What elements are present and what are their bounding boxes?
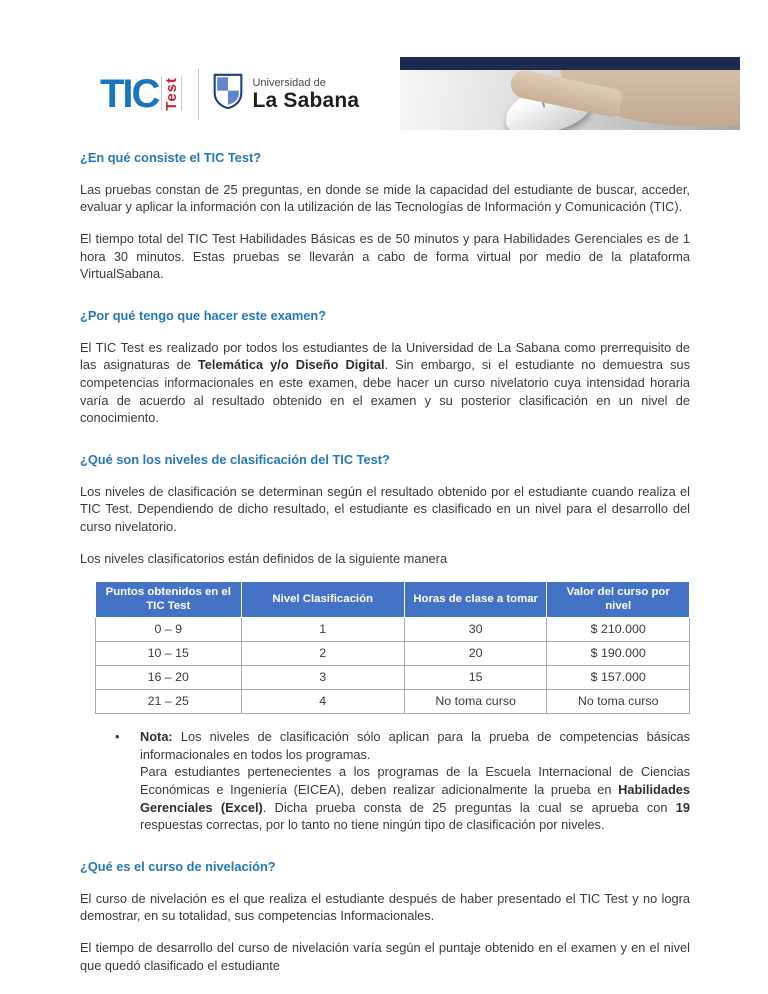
logo-tic-text: TIC bbox=[100, 71, 159, 116]
paragraph-niveles-definidos: Los niveles clasificatorios están definidos de la siguiente manera bbox=[80, 550, 448, 566]
university-name-large: La Sabana bbox=[252, 88, 360, 112]
note-label: Nota: bbox=[140, 729, 173, 745]
note-body bbox=[140, 728, 690, 834]
table-cell: 10 – 15 bbox=[96, 641, 242, 665]
table-header-valor: Valor del curso por nivel bbox=[547, 582, 690, 618]
paragraph-prerrequisito-text-2: . Sin embargo, si el estudiante no demuestra sus competencias informacionales en este examen, debe hacer un curso nivelatorio cuya intensidad horaria varía de acuerdo al resultado obtenido en el examen y su posterior clasificación en un nivel de conocimiento. bbox=[80, 357, 690, 426]
table-cell: 3 bbox=[241, 665, 404, 689]
bold-habilidades-gerenciales: Habilidades Gerenciales (Excel) bbox=[140, 782, 690, 815]
table-cell: 20 bbox=[404, 641, 547, 665]
table-row bbox=[96, 617, 690, 641]
note-text-2c: respuestas correctas, por lo tanto no tiene ningún tipo de clasificación por niveles. bbox=[140, 817, 605, 833]
tic-test-brand bbox=[100, 57, 359, 130]
table-cell: 30 bbox=[404, 617, 547, 641]
bold-19: 19 bbox=[675, 799, 690, 815]
logo-test-text: Test bbox=[163, 76, 181, 111]
tic-test-logo bbox=[100, 71, 182, 116]
classification-table bbox=[95, 581, 690, 714]
table-cell: 0 – 9 bbox=[96, 617, 242, 641]
table-cell: 16 – 20 bbox=[96, 665, 242, 689]
table-cell: $ 210.000 bbox=[547, 617, 690, 641]
table-cell: 21 – 25 bbox=[96, 689, 242, 713]
note-paragraph-1 bbox=[140, 728, 690, 763]
bullet-icon: • bbox=[115, 729, 120, 745]
university-shield-icon bbox=[213, 73, 243, 115]
table-cell: 2 bbox=[241, 641, 404, 665]
heading-que-consiste: ¿En qué consiste el TIC Test? bbox=[80, 150, 262, 165]
heading-por-que-examen: ¿Por qué tengo que hacer este examen? bbox=[80, 307, 327, 323]
university-wordmark bbox=[252, 77, 359, 111]
paragraph-niveles-determinan: Los niveles de clasificación se determinan según el resultado obtenido por el estudiante cuando realiza el TIC Test. Dependiendo de dicho resultado, el estudiante es clasificado en un nivel para el desarrollo del curso nivelatorio. bbox=[80, 483, 690, 534]
table-row bbox=[96, 689, 690, 713]
banner-photo bbox=[400, 70, 740, 130]
heading-curso-nivelacion: ¿Qué es el curso de nivelación? bbox=[80, 859, 276, 875]
paragraph-curso-nivelacion: El curso de nivelación es el que realiza el estudiante después de haber presentado el TIC Test y no logra demostrar, en su totalidad, sus competencias Informacionales. bbox=[80, 890, 690, 924]
table-cell: 15 bbox=[404, 665, 547, 689]
header-banner-image bbox=[400, 57, 740, 130]
paragraph-prerrequisito bbox=[80, 339, 690, 427]
bold-telematica: Telemática y/o Diseño Digital bbox=[197, 357, 385, 373]
note-paragraph-2 bbox=[140, 763, 690, 834]
table-header-horas: Horas de clase a tomar bbox=[404, 582, 547, 618]
paragraph-tiempo-desarrollo: El tiempo de desarrollo del curso de nivelación varía según el puntaje obtenido en el examen y en el nivel que quedó clasificado el estudiante bbox=[80, 940, 690, 973]
table-row bbox=[96, 665, 690, 689]
table-cell: $ 190.000 bbox=[547, 641, 690, 665]
note-text-2b: . Dicha prueba consta de 25 preguntas la cual se aprueba con bbox=[262, 799, 676, 815]
table-header-row bbox=[96, 582, 690, 618]
document-body bbox=[0, 130, 768, 974]
note-text-2a: Para estudiantes pertenecientes a los programas de la Escuela Internacional de Ciencias Económicas e Ingeniería (EICEA), deben realizar adicionalmente la prueba en bbox=[140, 764, 690, 798]
university-name-small: Universidad de bbox=[252, 76, 326, 89]
table-cell: 4 bbox=[241, 689, 404, 713]
table-header-nivel: Nivel Clasificación bbox=[241, 582, 404, 618]
paragraph-tiempo-total: El tiempo total del TIC Test Habilidades Básicas es de 50 minutos y para Habilidades Gerenciales es de 1 hora 30 minutos. Estas pruebas se llevarán a cabo de forma virtual por medio de la plataforma VirtualSabana. bbox=[80, 230, 690, 282]
table-cell: No toma curso bbox=[547, 689, 690, 713]
table-cell: $ 157.000 bbox=[547, 665, 690, 689]
note-text-1: Los niveles de clasificación sólo aplican para la prueba de competencias básicas informacionales en todos los programas. bbox=[140, 729, 690, 762]
banner-top-bar bbox=[400, 57, 740, 70]
paragraph-prerrequisito-text: El TIC Test es realizado por todos los estudiantes de la Universidad de La Sabana como prerrequisito de las asignaturas de bbox=[80, 339, 690, 373]
table-cell: No toma curso bbox=[404, 689, 547, 713]
table-cell: 1 bbox=[241, 617, 404, 641]
document-header bbox=[0, 0, 768, 130]
university-logo bbox=[213, 73, 359, 115]
paragraph-pruebas: Las pruebas constan de 25 preguntas, en donde se mide la capacidad del estudiante de buscar, acceder, evaluar y aplicar la información con la utilización de las Tecnologías de Información y Comunicación (TIC). bbox=[80, 181, 690, 215]
heading-niveles-clasificacion: ¿Qué son los niveles de clasificación del TIC Test? bbox=[80, 451, 390, 467]
logo-divider bbox=[198, 68, 199, 120]
table-header-puntos: Puntos obtenidos en el TIC Test bbox=[96, 582, 242, 618]
note-list-item bbox=[80, 728, 690, 834]
table-row bbox=[96, 641, 690, 665]
